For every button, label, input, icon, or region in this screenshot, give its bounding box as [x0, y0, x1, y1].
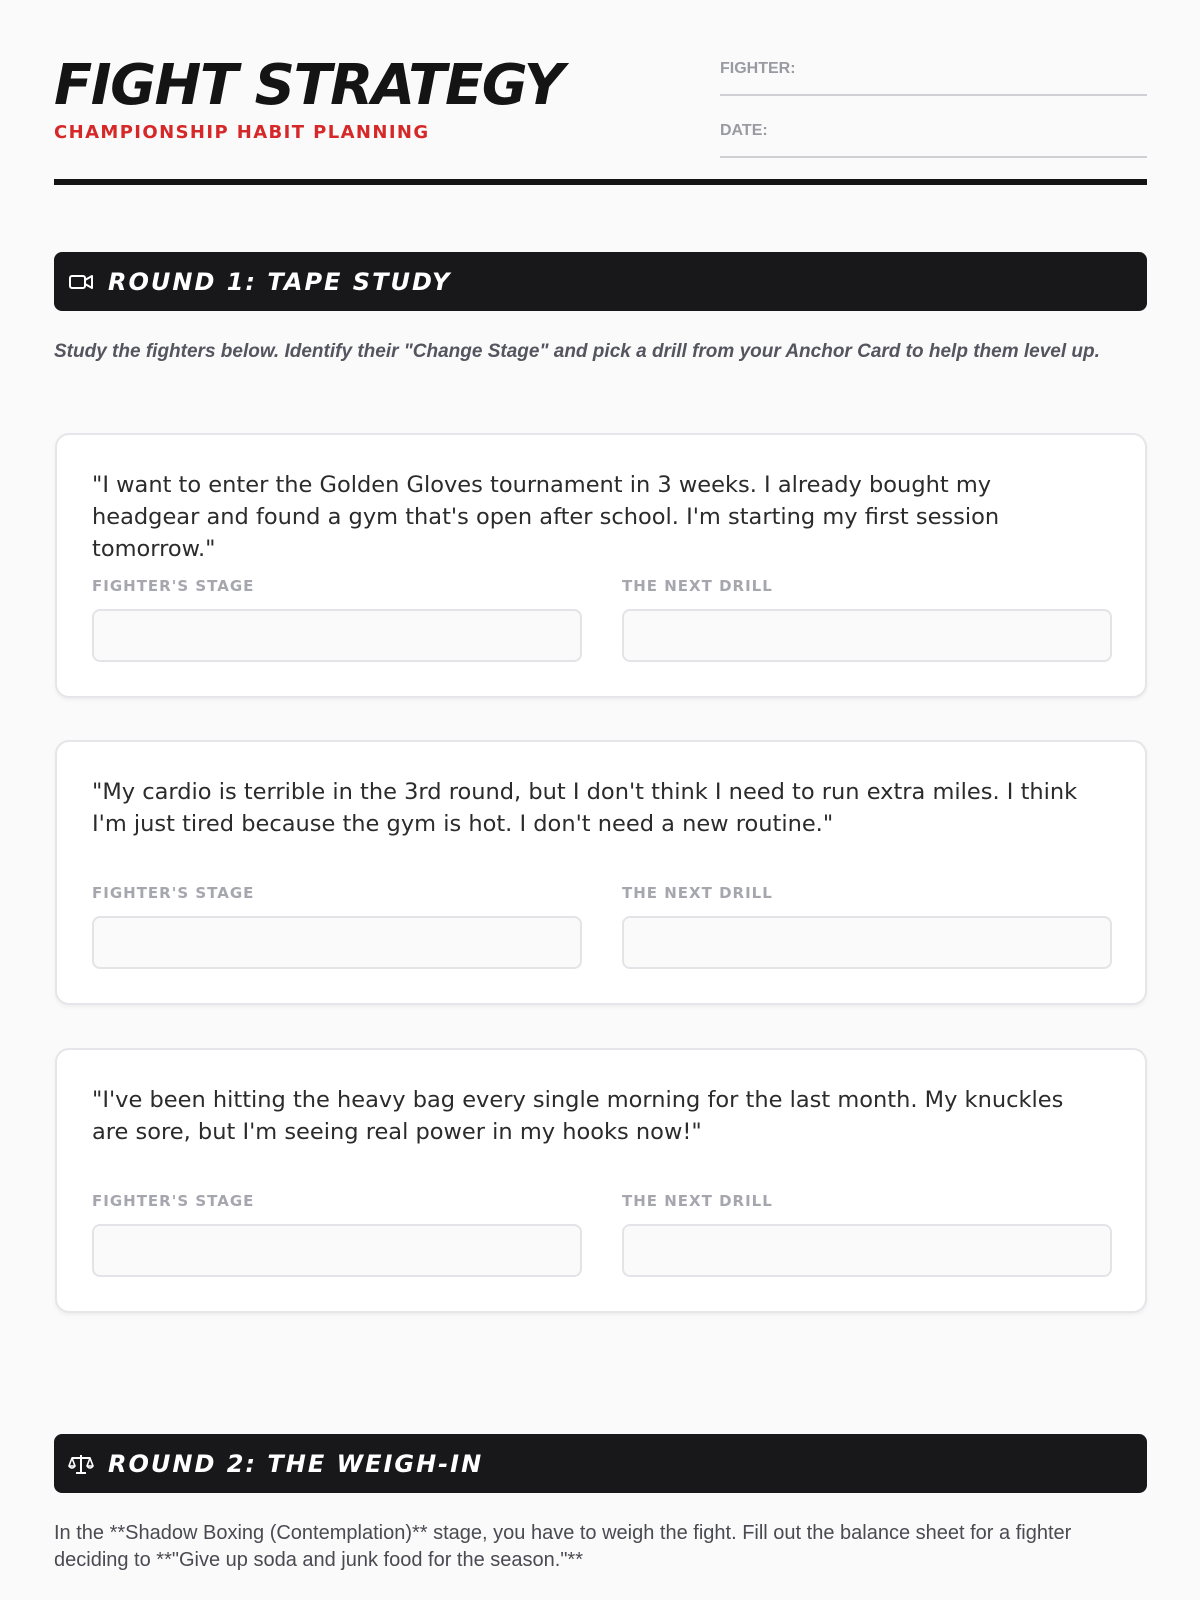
- round2-header-bar: [54, 1434, 1147, 1493]
- fighter-stage-input[interactable]: [92, 609, 582, 662]
- video-camera-icon: [68, 270, 94, 294]
- page-subtitle: CHAMPIONSHIP HABIT PLANNING: [54, 122, 430, 143]
- balance-scale-icon: [68, 1452, 94, 1476]
- next-drill-label: THE NEXT DRILL: [622, 1192, 773, 1210]
- next-drill-input[interactable]: [622, 916, 1112, 969]
- next-drill-label: THE NEXT DRILL: [622, 884, 773, 902]
- fighter-field[interactable]: [720, 56, 1147, 96]
- round2-title: ROUND 2: THE WEIGH-IN: [108, 1450, 484, 1478]
- round1-header-bar: [54, 252, 1147, 311]
- fighter-stage-label: FIGHTER'S STAGE: [92, 577, 255, 595]
- round2-instructions: In the **Shadow Boxing (Contemplation)** stage, you have to weigh the fight. Fill out the balance sheet for a fighter deciding to **"Give up soda and junk food for the season."**: [54, 1522, 1072, 1571]
- next-drill-input[interactable]: [622, 609, 1112, 662]
- scenario-quote: "I want to enter the Golden Gloves tournament in 3 weeks. I already bought my headgear and found a gym that's open after school. I'm starting my first session tomorrow.": [92, 472, 1000, 562]
- page-title: FIGHT STRATEGY: [54, 53, 563, 118]
- next-drill-input[interactable]: [622, 1224, 1112, 1277]
- scenario-card: [55, 1048, 1147, 1313]
- round1-instructions: Study the fighters below. Identify their "Change Stage" and pick a drill from your Anchor Card to help them level up.: [54, 341, 1100, 362]
- scenario-card: [55, 740, 1147, 1005]
- date-label: DATE:: [720, 122, 768, 139]
- fighter-stage-input[interactable]: [92, 916, 582, 969]
- fighter-stage-label: FIGHTER'S STAGE: [92, 884, 255, 902]
- header: [54, 50, 1147, 186]
- scenario-quote: "My cardio is terrible in the 3rd round, but I don't think I need to run extra miles. I think I'm just tired because the gym is hot. I don't need a new routine.": [92, 779, 1078, 837]
- date-field[interactable]: [720, 118, 1147, 158]
- header-divider: [54, 179, 1147, 185]
- fighter-label: FIGHTER:: [720, 60, 796, 77]
- scenario-card: [55, 433, 1147, 698]
- scenario-quote: "I've been hitting the heavy bag every single morning for the last month. My knuckles are sore, but I'm seeing real power in my hooks now!": [92, 1087, 1064, 1145]
- fighter-stage-label: FIGHTER'S STAGE: [92, 1192, 255, 1210]
- round1-title: ROUND 1: TAPE STUDY: [108, 268, 452, 296]
- next-drill-label: THE NEXT DRILL: [622, 577, 773, 595]
- fighter-stage-input[interactable]: [92, 1224, 582, 1277]
